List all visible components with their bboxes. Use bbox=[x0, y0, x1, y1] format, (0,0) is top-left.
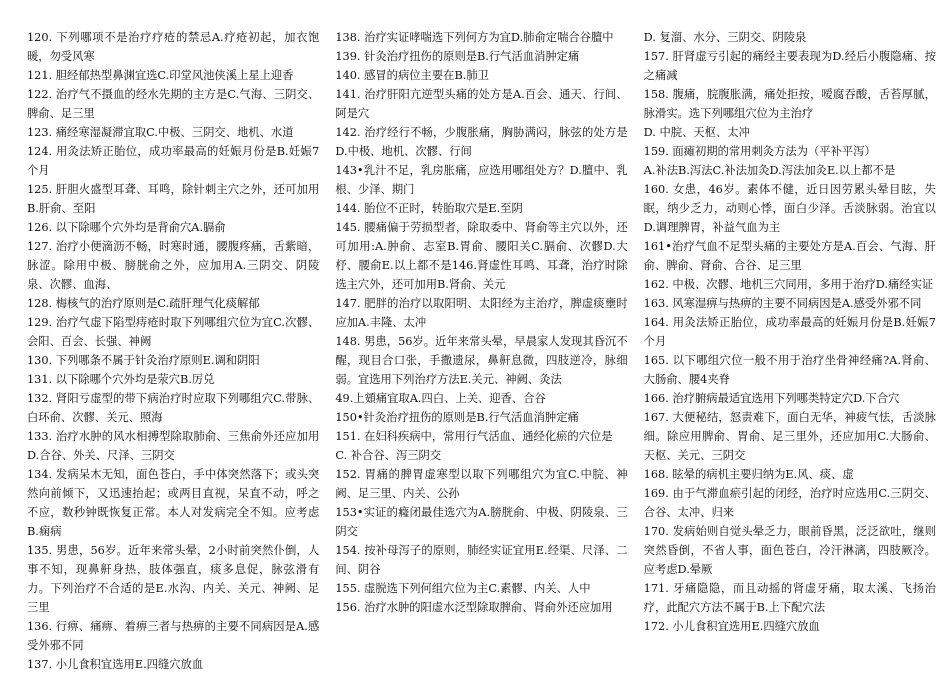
question-item: 169. 由于气滞血瘀引起的闭经，治疗时应选用C.三阴交、合谷、太冲、归来 bbox=[643, 487, 936, 519]
question-item: 131. 以下除哪个穴外均是荥穴B.厉兑 bbox=[27, 373, 215, 386]
question-item: 167. 大便秘结，怒责难下，面白无华，神疲气怯，舌淡脉细。除应用脾俞、胃俞、足三里外，还应加用C.大肠俞、天枢、关元、三阴交 bbox=[643, 411, 936, 462]
question-item: 162. 中极、次髎、地机三穴同用，多用于治疗D.痛经实证 bbox=[643, 278, 934, 291]
question-item: C. 补合谷、泻三阴交 bbox=[335, 449, 442, 462]
question-item: 148. 男患，56岁。近年来常头晕，早晨家人发现其昏沉不醒，现目合口张，手撒遗尿，鼻鼾息微，四肢逆冷，脉细弱。宜选用下列治疗方法E.关元、神阙、灸法 bbox=[335, 335, 628, 386]
question-item: 155. 虚脱选下列何组穴位为主C.素髎、内关、人中 bbox=[335, 582, 591, 595]
left-column bbox=[27, 28, 319, 672]
question-item: 164. 用灸法矫正胎位，成功率最高的妊娠月份是B.妊娠7个月 bbox=[643, 316, 936, 348]
question-item: 124. 用灸法矫正胎位，成功率最高的妊娠月份是B.妊娠7个月 bbox=[27, 145, 320, 177]
question-item: 139. 针灸治疗扭伤的原则是B.行气活血消肿定痛 bbox=[335, 50, 580, 63]
question-item: 159. 面瘫初期的常用刺灸方法为（平补平泻） bbox=[643, 145, 876, 158]
question-item: 123. 痛经寒湿凝滞宜取C.中极、三阴交、地机、水道 bbox=[27, 126, 294, 139]
question-item: 138. 治疗实证哮喘选下列何方为宜D.肺俞定喘合谷膻中 bbox=[335, 31, 614, 44]
question-item: 49.上頞痛宜取A.四白、上关、迎香、合谷 bbox=[335, 392, 546, 405]
question-item: 125. 肝胆火盛型耳聋、耳鸣，除针刺主穴之外，还可加用B.肝俞、至阳 bbox=[27, 183, 320, 215]
question-item: 136. 行痹、痛痹、着痹三者与热痹的主要不同病因是A.感受外邪不同 bbox=[27, 620, 320, 652]
question-item: 141. 治疗肝阳亢逆型头痛的处方是A.百会、通天、行间、阿是穴 bbox=[335, 88, 628, 120]
question-item: 154. 按补母泻子的原则，肺经实证宜用E.经渠、尺泽、二间、阴谷 bbox=[335, 544, 628, 576]
question-item: 145. 腰痛偏于劳损型者，除取委中、肾俞等主穴以外，还可加用:A.肿俞、志室B.胃俞、腰阳关C.膈俞、次髎D.大杼、腰俞E.以上都不是146.肾虚性耳鸣、耳聋，治疗时除选主穴外，还可加用B.肾俞、关元 bbox=[335, 221, 628, 291]
question-item: 172. 小儿食积宜选用E.四缝穴放血 bbox=[643, 620, 820, 633]
question-item: 153•实证的癃闭最佳选穴为A.膀胱俞、中极、阴陵泉、三阴交 bbox=[335, 506, 628, 538]
question-item: 144. 胎位不正时，转胎取穴是E.至阴 bbox=[335, 202, 523, 215]
question-item: 171. 牙痛隐隐，而且动摇的肾虚牙痛，取太溪、飞扬治疗，此配穴方法不属于B.上下配穴法 bbox=[643, 582, 936, 614]
question-item: 120. 下列哪项不是治疗疗疮的禁忌A.疗疮初起，加衣饱暖，勿受风寒 bbox=[27, 31, 320, 63]
question-item: 163. 风寒湿痹与热痹的主要不同病因是A.感受外邪不同 bbox=[643, 297, 922, 310]
question-item: 161•治疗气血不足型头痛的主要处方是A.百会、气海、肝俞、脾俞、肾俞、合谷、足三里 bbox=[643, 240, 936, 272]
question-item: 126. 以下除哪个穴外均是背俞穴A.膈俞 bbox=[27, 221, 226, 234]
question-item: 137. 小儿食积宜选用E.四缝穴放血 bbox=[27, 658, 204, 671]
question-item: 133. 治疗水肿的风水相搏型除取肺俞、三焦俞外还应加用D.合谷、外关、尺泽、三阴交 bbox=[27, 430, 320, 462]
question-item: 143•乳汁不足，乳房胀痛，应选用哪组处方？D.膻中、乳根、少泽、期门 bbox=[335, 164, 628, 196]
question-item: 132. 肾阳亏虚型的带下病治疗时应取下列哪组穴C.带脉、白环俞、次髎、关元、照海 bbox=[27, 392, 320, 424]
question-item: 158. 腹痛，脘腹胀满，痛处拒按，嗳腐吞酸，舌苔厚腻，脉滑实。选下列哪组穴位为主治疗 bbox=[643, 88, 936, 120]
question-item: 134. 发病呆木无知，面色苍白，手中体突然落下；或头突然向前倾下，又迅速抬起；或两目直视，呆直不动，呼之不应，数秒钟既恢复正常。本人对发病完全不知。应考虑B.痫病 bbox=[27, 468, 320, 538]
question-item: A.补法B.泻法C.补法加灸D.泻法加灸E.以上都不是 bbox=[643, 164, 896, 177]
question-item: 150•针灸治疗扭伤的原则是B.行气活血消肿定痛 bbox=[335, 411, 579, 424]
question-item: 128. 梅核气的治疗原则是C.疏肝理气化痰解郁 bbox=[27, 297, 260, 310]
question-item: 129. 治疗气虚下陷型痔疮时取下列哪组穴位为宜C.次髎、会阳、百会、长强、神阙 bbox=[27, 316, 320, 348]
question-item: 165. 以下哪组穴位一般不用于治疗坐骨神经痛?A.肾俞、大肠俞、腰4夹脊 bbox=[643, 354, 936, 386]
question-item: 157. 肝肾虚亏引起的痛经主要表现为D.经后小腹隐痛、按之痛减 bbox=[643, 50, 936, 82]
question-item: 152. 胃痛的脾胃虚寒型以取下列哪组穴为宜C.中脘、神阙、足三里、内关、公孙 bbox=[335, 468, 628, 500]
question-item: 156. 治疗水肿的阳虚水泛型除取脾俞、肾俞外还应加用 bbox=[335, 601, 613, 614]
middle-column bbox=[335, 28, 627, 672]
right-column bbox=[644, 28, 936, 672]
question-item: 170. 发病始则自觉头晕乏力，眼前昏黑，泛泛欲吐，继则突然昏倒，不省人事，面色苍白，冷汗淋漓，四肢厥冷。应考虑D.晕厥 bbox=[643, 525, 936, 576]
question-item: 160. 女患，46岁。素体不健，近日因劳累头晕目眩，失眠，纳少乏力，动则心悸，面白少泽。舌淡脉弱。治宜以D.调理脾胃，补益气血为主 bbox=[643, 183, 936, 234]
question-item: 135. 男患，56岁。近年来常头晕，2小时前突然仆倒，人事不知，现鼻鼾身热，肢体强直，痰多息促，脉弦滑有力。下列治疗不合适的是E.水沟、内关、关元、神阙、足三里 bbox=[27, 544, 320, 614]
question-item: 142. 治疗经行不畅，少腹胀痛，胸胁满闷，脉弦的处方是D.中极、地机、次髎、行间 bbox=[335, 126, 628, 158]
question-item: 166. 治疗腑病最适宜选用下列哪类特定穴D.下合穴 bbox=[643, 392, 900, 405]
question-item: 121. 胆经郁热型鼻渊宜选C.印堂风池侠溪上星上迎香 bbox=[27, 69, 294, 82]
question-item: 151. 在妇科疾病中，常用行气活血、通经化瘀的穴位是 bbox=[335, 430, 613, 443]
question-item: 130. 下列哪条不属于针灸治疗原则E.调和阴阳 bbox=[27, 354, 260, 367]
question-item: 122. 治疗气不摄血的经水先期的主方是C.气海、三阴交、脾俞、足三里 bbox=[27, 88, 320, 120]
question-item: 168. 眩晕的病机主要归纳为E.风、痰、虚 bbox=[643, 468, 854, 481]
question-item: D. 中脘、天枢、太冲 bbox=[643, 126, 750, 139]
question-item: 147. 肥胖的治疗以取阳明、太阳经为主治疗，脾虚痰壅时应加A.丰隆、太冲 bbox=[335, 297, 628, 329]
question-item: 140. 感冒的病位主要在B.肺卫 bbox=[335, 69, 489, 82]
question-item: D. 复溜、水分、三阴交、阴陵泉 bbox=[643, 31, 807, 44]
question-item: 127. 治疗小便滴沥不畅，时寒时通，腰腹疼痛，舌紫暗，脉涩。除用中极、膀胱俞之外，应加用A.三阴交、阴陵泉、次髎、血海、 bbox=[27, 240, 320, 291]
